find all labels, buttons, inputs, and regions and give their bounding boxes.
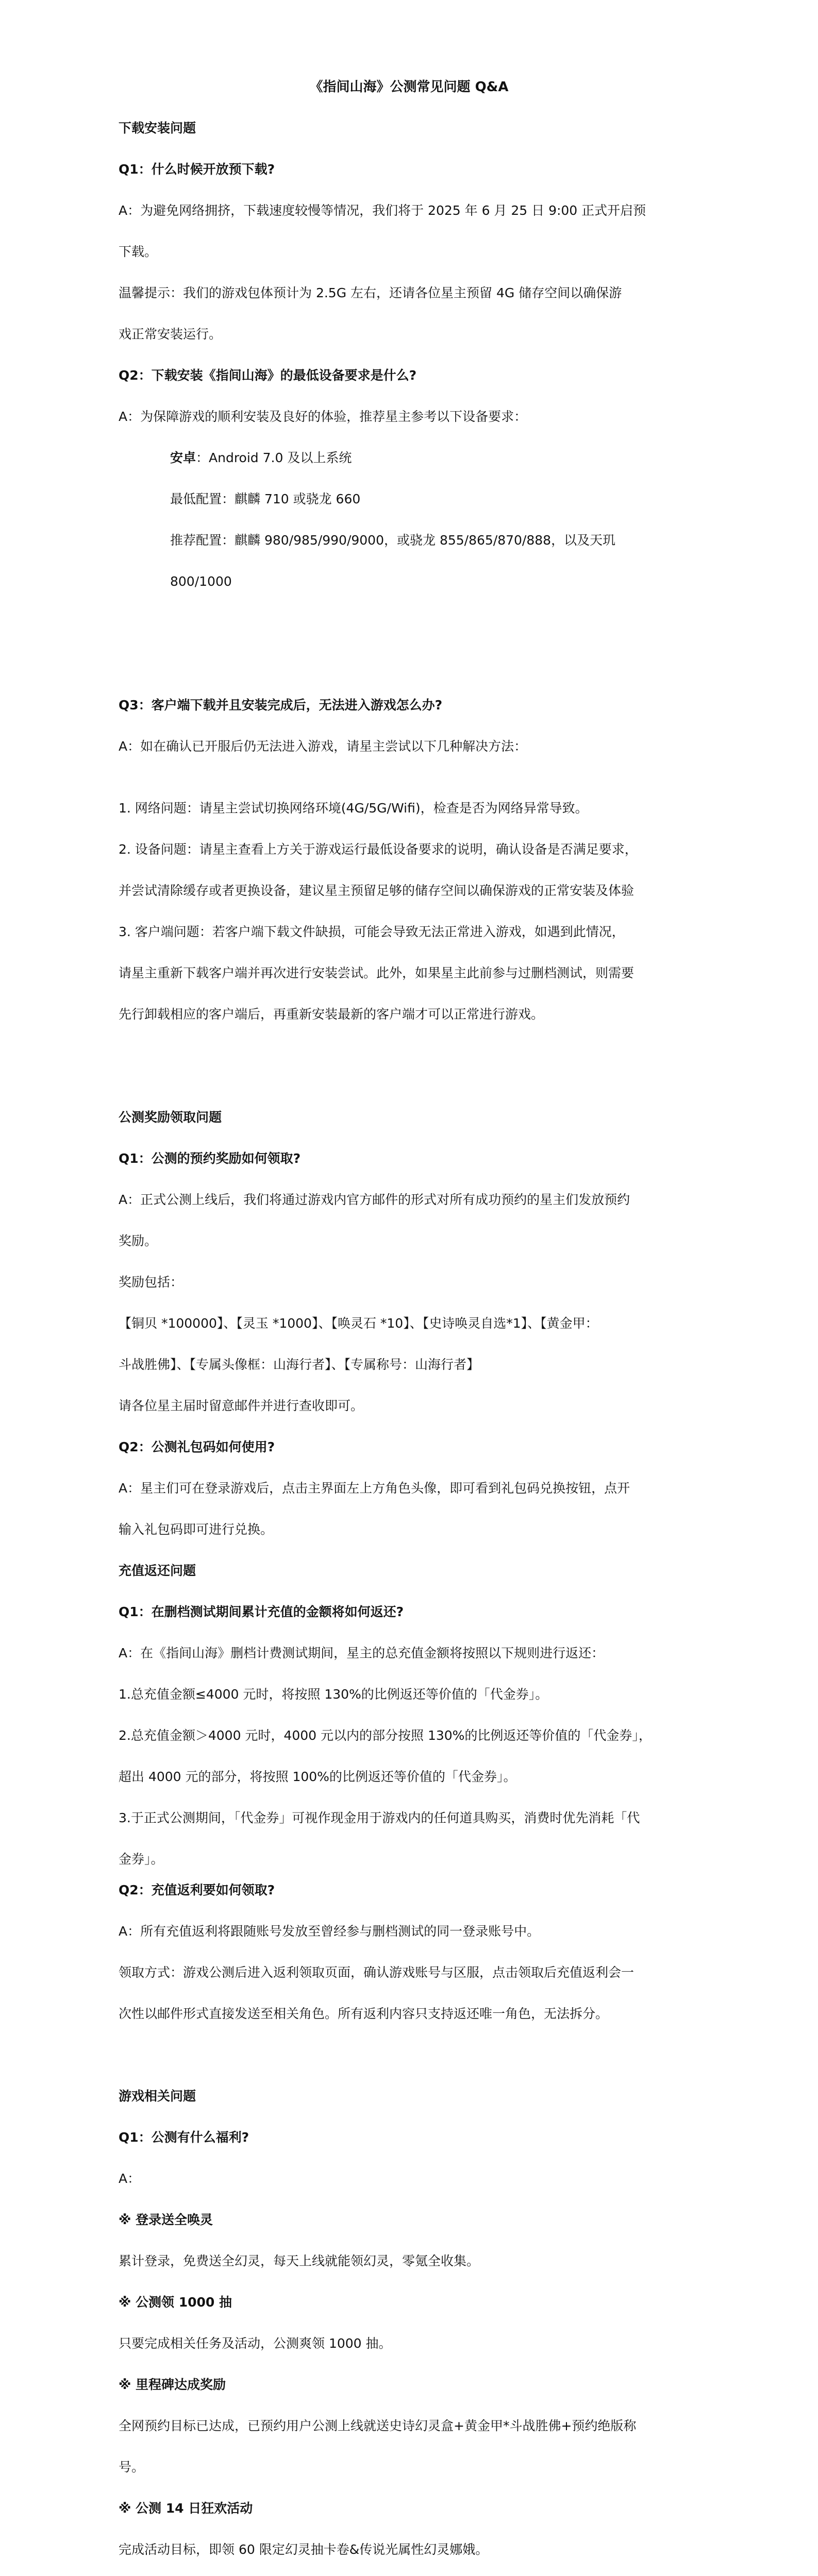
answer-line: A：	[119, 2171, 141, 2186]
tip-line: 温馨提示：我们的游戏包体预计为 2.5G 左右，还请各位星主预留 4G 储存空间以确保游	[119, 285, 622, 300]
welfare-title: ※ 里程碑达成奖励	[119, 2377, 226, 2392]
answer-line: A：所有充值返利将跟随账号发放至曾经参与删档测试的同一登录账号中。	[119, 1924, 540, 1939]
question-recharge-q2: Q2：充值返利要如何领取?	[119, 1883, 275, 1897]
answer-line: 下载。	[119, 244, 158, 259]
welfare-desc: 号。	[119, 2460, 145, 2475]
device-requirement-rec: 800/1000	[170, 574, 232, 589]
android-value: ：Android 7.0 及以上系统	[196, 450, 352, 465]
answer-line: 奖励。	[119, 1233, 158, 1248]
answer-line: A：为保障游戏的顺利安装及良好的体验，推荐星主参考以下设备要求：	[119, 409, 527, 424]
tip-line: 戏正常安装运行。	[119, 327, 222, 342]
rule-line: 超出 4000 元的部分，将按照 100%的比例返还等价值的「代金券」。	[119, 1769, 516, 1784]
rule-line: 1.总充值金额≤4000 元时，将按照 130%的比例返还等价值的「代金券」。	[119, 1687, 548, 1702]
welfare-desc: 只要完成相关任务及活动，公测爽领 1000 抽。	[119, 2336, 392, 2351]
solution-line: 并尝试清除缓存或者更换设备，建议星主预留足够的储存空间以确保游戏的正常安装及体验	[119, 883, 635, 898]
solution-line: 先行卸载相应的客户端后，再重新安装最新的客户端才可以正常进行游戏。	[119, 1007, 544, 1022]
answer-line: A：正式公测上线后，我们将通过游戏内官方邮件的形式对所有成功预约的星主们发放预约	[119, 1192, 630, 1207]
solution-line: 2. 设备问题：请星主查看上方关于游戏运行最低设备要求的说明，确认设备是否满足要求，	[119, 842, 638, 857]
section-heading-game: 游戏相关问题	[119, 2089, 196, 2104]
question-download-q2: Q2：下载安装《指间山海》的最低设备要求是什么?	[119, 368, 417, 383]
question-download-q1: Q1：什么时候开放预下载?	[119, 162, 275, 177]
device-requirement-rec: 推荐配置：麒麟 980/985/990/9000，或骁龙 855/865/870/888，以及天玑	[170, 533, 616, 548]
method-line: 次性以邮件形式直接发送至相关角色。所有返利内容只支持返还唯一角色，无法拆分。	[119, 2006, 609, 2021]
android-label: 安卓	[170, 450, 196, 465]
welfare-desc: 全网预约目标已达成，已预约用户公测上线就送史诗幻灵盒+黄金甲*斗战胜佛+预约绝版称	[119, 2418, 637, 2433]
reward-items-line: 【铜贝 *100000】、【灵玉 *1000】、【唤灵石 *10】、【史诗唤灵自选*1】、【黄金甲：	[119, 1316, 598, 1331]
question-download-q3: Q3：客户端下载并且安装完成后，无法进入游戏怎么办?	[119, 698, 443, 713]
device-requirement-min: 最低配置：麒麟 710 或骁龙 660	[170, 492, 361, 506]
answer-line: A：为避免网络拥挤，下载速度较慢等情况，我们将于 2025 年 6 月 25 日 9:00 正式开启预	[119, 203, 646, 218]
answer-line: A：在《指间山海》删档计费测试期间，星主的总充值金额将按照以下规则进行返还：	[119, 1646, 605, 1660]
welfare-desc: 完成活动目标，即领 60 限定幻灵抽卡卷&传说光属性幻灵娜娥。	[119, 2542, 489, 2557]
welfare-title: ※ 公测 14 日狂欢活动	[119, 2501, 253, 2516]
answer-line: A：星主们可在登录游戏后，点击主界面左上方角色头像，即可看到礼包码兑换按钮，点开	[119, 1481, 630, 1496]
welfare-title: ※ 公测领 1000 抽	[119, 2295, 232, 2310]
reward-items-line: 斗战胜佛】、【专属头像框：山海行者】、【专属称号：山海行者】	[119, 1357, 480, 1372]
section-heading-download: 下载安装问题	[119, 121, 196, 135]
document-title: 《指间山海》公测常见问题 Q&A	[309, 79, 509, 95]
device-requirement-android	[170, 449, 352, 467]
answer-line: 输入礼包码即可进行兑换。	[119, 1522, 274, 1537]
answer-line: A：如在确认已开服后仍无法进入游戏，请星主尝试以下几种解决方法：	[119, 739, 527, 754]
rule-line: 3.于正式公测期间，「代金券」可视作现金用于游戏内的任何道具购买，消费时优先消耗「代	[119, 1810, 640, 1825]
section-heading-recharge: 充值返还问题	[119, 1563, 196, 1578]
question-reward-q2: Q2：公测礼包码如何使用?	[119, 1439, 275, 1454]
solution-line: 3. 客户端问题：若客户端下载文件缺损，可能会导致无法正常进入游戏，如遇到此情况，	[119, 924, 625, 939]
question-recharge-q1: Q1：在删档测试期间累计充值的金额将如何返还?	[119, 1604, 404, 1619]
reward-items-label: 奖励包括：	[119, 1275, 183, 1290]
question-game-q1: Q1：公测有什么福利?	[119, 2130, 249, 2145]
solution-line: 1. 网络问题：请星主尝试切换网络环境(4G/5G/Wifi)，检查是否为网络异常导致。	[119, 801, 588, 816]
method-line: 领取方式：游戏公测后进入返利领取页面，确认游戏账号与区服，点击领取后充值返利会一	[119, 1965, 635, 1980]
reward-notice: 请各位星主届时留意邮件并进行查收即可。	[119, 1398, 364, 1413]
welfare-title: ※ 登录送全唤灵	[119, 2212, 213, 2227]
rule-line: 2.总充值金额＞4000 元时，4000 元以内的部分按照 130%的比例返还等价值的「代金券」，	[119, 1728, 652, 1743]
solution-line: 请星主重新下载客户端并再次进行安装尝试。此外，如果星主此前参与过删档测试，则需要	[119, 965, 635, 980]
question-reward-q1: Q1：公测的预约奖励如何领取?	[119, 1151, 301, 1166]
welfare-desc: 累计登录，免费送全幻灵，每天上线就能领幻灵，零氪全收集。	[119, 2253, 480, 2268]
rule-line: 金券」。	[119, 1852, 164, 1867]
section-heading-reward: 公测奖励领取问题	[119, 1110, 222, 1125]
